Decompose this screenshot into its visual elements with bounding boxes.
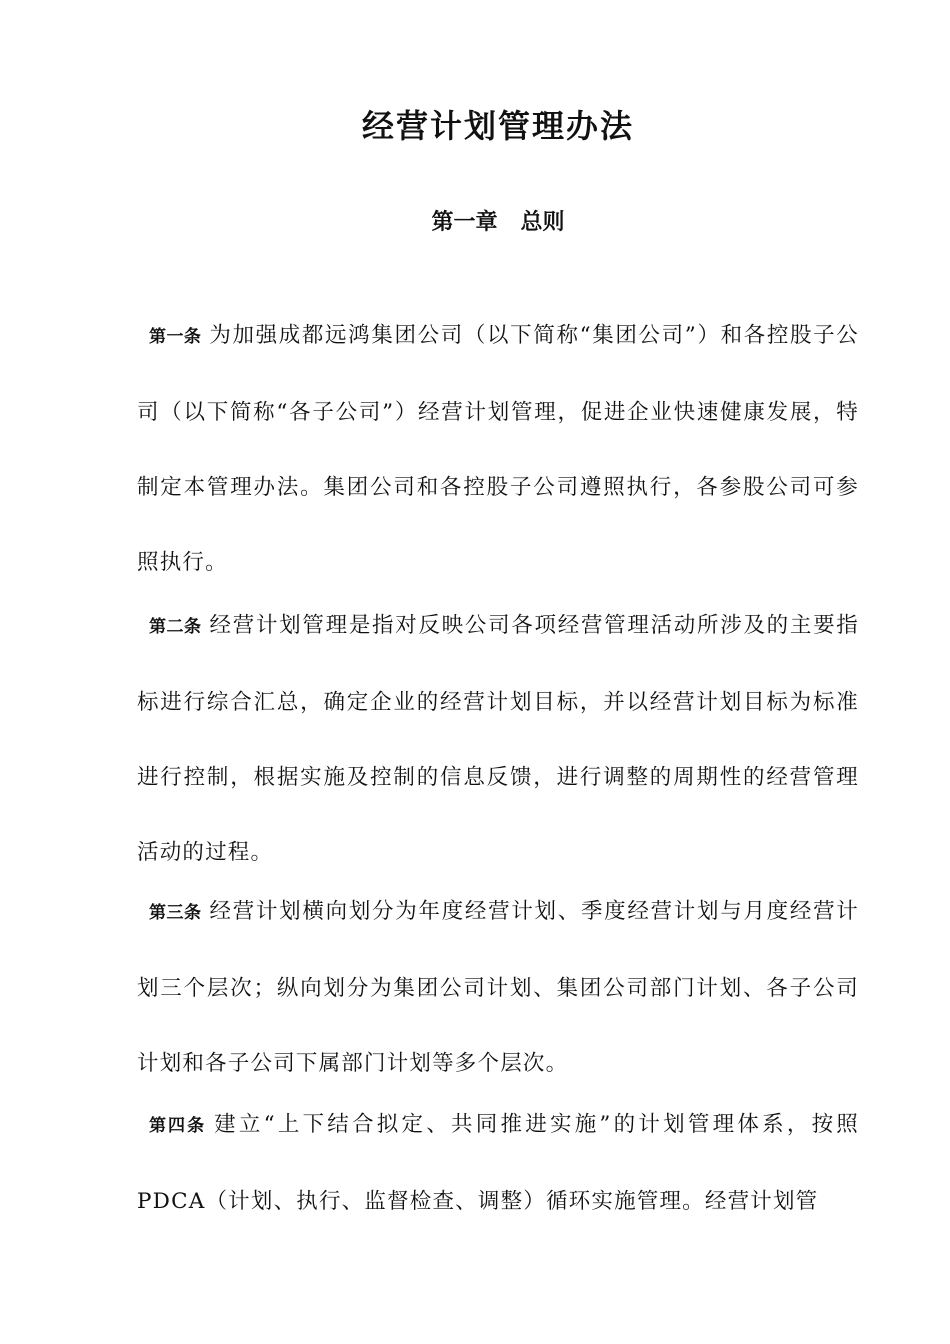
article-3 [137, 874, 859, 1101]
article-4-label: 第四条 [149, 1116, 207, 1136]
article-3-label: 第三条 [149, 903, 202, 923]
article-1 [137, 298, 859, 600]
document-title: 经营计划管理办法 [361, 107, 634, 145]
chapter-title: 第一章 总则 [431, 209, 565, 235]
article-4-text: 建立“上下结合拟定、共同推进实施”的计划管理体系，按照PDCA（计划、执行、监督检查、调整）循环实施管理。经营计划管 [137, 1112, 860, 1214]
article-1-text: 为加强成都远鸿集团公司（以下简称“集团公司”）和各控股子公司（以下简称“各子公司”）经营计划管理，促进企业快速健康发展，特制定本管理办法。集团公司和各控股子公司遵照执行，各参股公司可参照执行。 [137, 323, 859, 575]
article-2-label: 第二条 [149, 617, 202, 637]
article-1-label: 第一条 [149, 327, 202, 347]
article-3-text: 经营计划横向划分为年度经营计划、季度经营计划与月度经营计划三个层次；纵向划分为集团公司计划、集团公司部门计划、各子公司计划和各子公司下属部门计划等多个层次。 [137, 899, 860, 1076]
article-4 [137, 1087, 859, 1239]
article-2-text: 经营计划管理是指对反映公司各项经营管理活动所涉及的主要指标进行综合汇总，确定企业的经营计划目标，并以经营计划目标为标准进行控制，根据实施及控制的信息反馈，进行调整的周期性的经营管理活动的过程。 [137, 613, 860, 865]
article-2 [137, 588, 859, 890]
